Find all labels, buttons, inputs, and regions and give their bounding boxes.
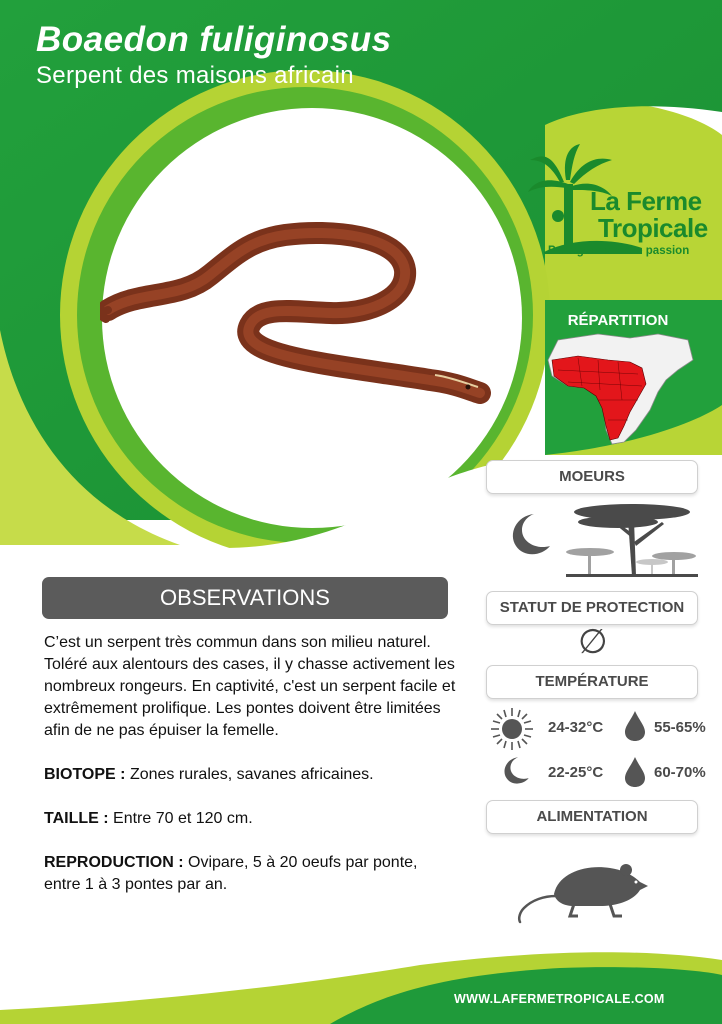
- brand-line-1: La Ferme: [590, 186, 702, 216]
- snake-photo: [100, 215, 500, 415]
- observations-paragraph: C’est un serpent très commun dans son milieu naturel. Toléré aux alentours des cases, il y chasse activement les nombreux rongeurs. En captivité, c'est un serpent facile et extrêmement prolifique. Les pontes doivent être limitées afin de ne pas épuiser la femelle.: [44, 634, 456, 739]
- temperature-label: TEMPÉRATURE: [486, 665, 698, 699]
- biotope-label: BIOTOPE :: [44, 766, 126, 783]
- alimentation-label: ALIMENTATION: [486, 800, 698, 834]
- day-humidity: 55-65%: [654, 719, 706, 736]
- africa-map-icon: [538, 330, 698, 450]
- day-temperature: 24-32°C: [548, 719, 604, 736]
- taille-label: TAILLE :: [44, 810, 109, 827]
- biotope-line: [44, 764, 456, 786]
- water-drop-icon: [624, 710, 646, 742]
- brand-tagline: Partageons notre passion: [548, 245, 690, 257]
- rat-icon: [514, 856, 650, 926]
- statut-label: STATUT DE PROTECTION: [486, 591, 698, 625]
- observations-body: [44, 632, 456, 918]
- snake-tail: [101, 310, 108, 319]
- moon-icon: [506, 512, 552, 558]
- repartition-title: RÉPARTITION: [567, 312, 669, 329]
- sun-icon: [490, 707, 534, 751]
- statut-value: ∅: [578, 623, 608, 661]
- night-humidity: 60-70%: [654, 764, 706, 781]
- observations-title: OBSERVATIONS: [42, 577, 448, 619]
- taille-value: Entre 70 et 120 cm.: [108, 810, 253, 827]
- biotope-value: Zones rurales, savanes africaines.: [125, 766, 374, 783]
- website-link[interactable]: WWW.LAFERMETROPICALE.COM: [454, 992, 665, 1006]
- species-name: Boaedon fuliginosus: [36, 20, 392, 59]
- acacia-tree-icon: [562, 498, 702, 580]
- moon-icon: [500, 756, 530, 786]
- water-drop-icon: [624, 756, 646, 788]
- snake-eye: [466, 385, 471, 390]
- reproduction-value: Ovipare, 5 à 20 oeufs par ponte, entre 1 à 3 pontes par an.: [44, 854, 418, 893]
- moeurs-label: MOEURS: [486, 460, 698, 494]
- brand-line-2: Tropicale: [598, 213, 708, 243]
- common-name: Serpent des maisons africain: [36, 62, 354, 89]
- reproduction-line: [44, 852, 456, 896]
- reproduction-label: REPRODUCTION :: [44, 854, 184, 871]
- night-temperature: 22-25°C: [548, 764, 604, 781]
- taille-line: [44, 808, 456, 830]
